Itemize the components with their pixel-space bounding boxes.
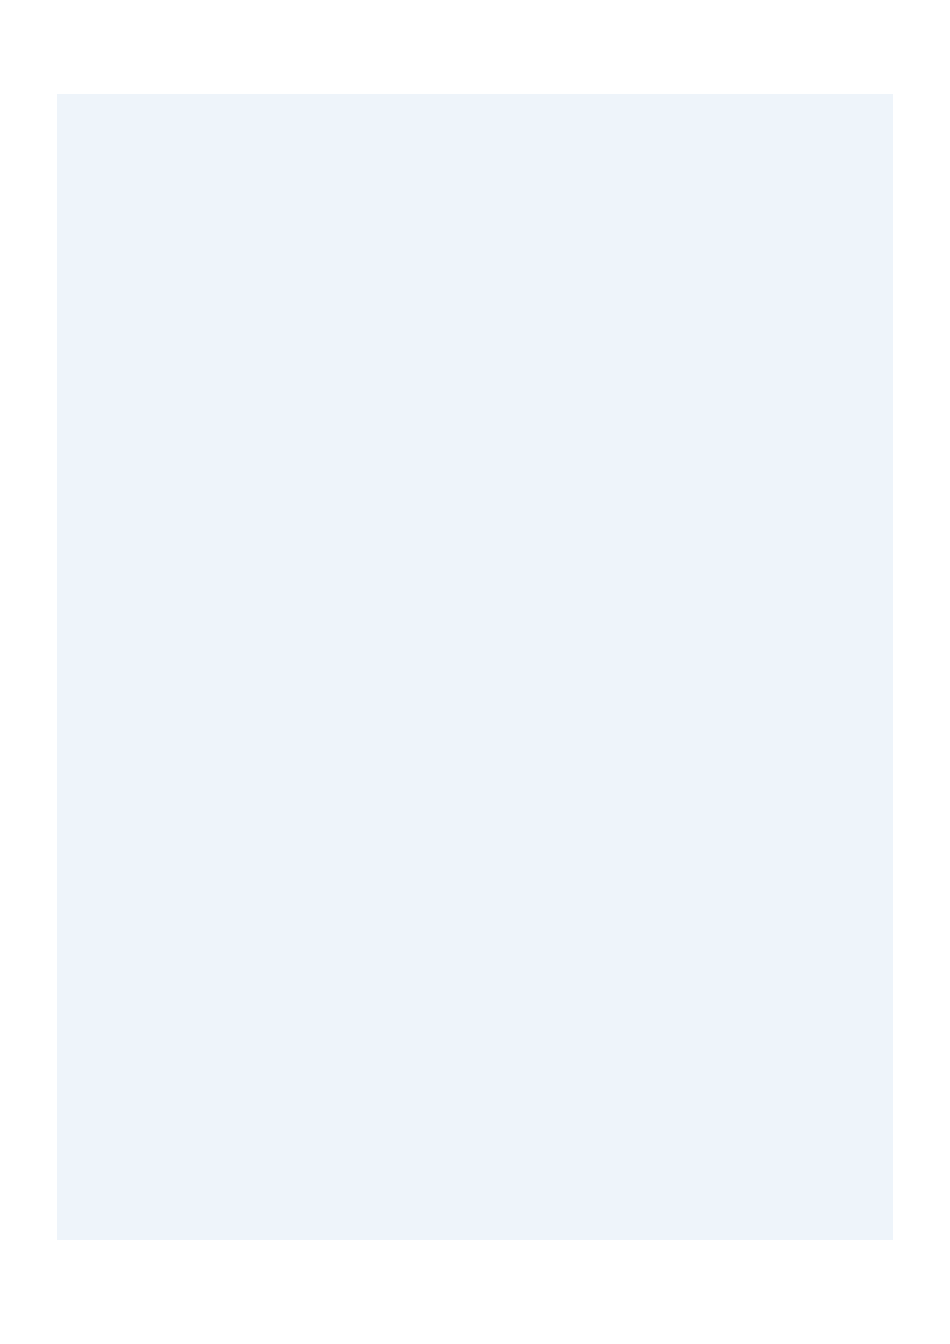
document-body [57, 94, 893, 1240]
